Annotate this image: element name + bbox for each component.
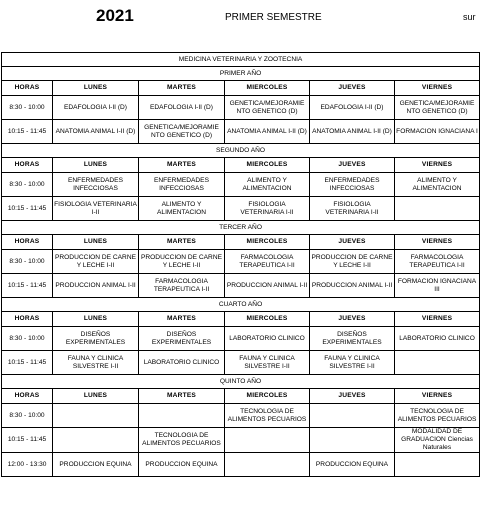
course-cell: PRODUCCION EQUINA — [310, 453, 395, 477]
column-header: MIERCOLES — [225, 235, 310, 250]
column-header: VIERNES — [395, 235, 480, 250]
course-cell: EDAFOLOGIA I-II (D) — [139, 96, 225, 120]
course-cell: EDAFOLOGIA I-II (D) — [310, 96, 395, 120]
course-cell: FORMACION IGNACIANA III — [395, 274, 480, 298]
column-header: JUEVES — [310, 312, 395, 327]
time-cell: 8:30 - 10:00 — [2, 250, 53, 274]
course-cell: FISIOLOGIA VETERINARIA I-II — [225, 197, 310, 221]
semester-label: PRIMER SEMESTRE — [225, 12, 322, 23]
course-cell: LABORATORIO CLINICO — [139, 351, 225, 375]
time-slot-row — [2, 274, 480, 298]
column-header: MARTES — [139, 81, 225, 96]
course-cell: LABORATORIO CLINICO — [395, 327, 480, 351]
time-slot-row — [2, 327, 480, 351]
column-header: MARTES — [139, 158, 225, 173]
year-label: 2021 — [96, 6, 134, 25]
course-cell: LABORATORIO CLINICO — [225, 327, 310, 351]
course-cell: PRODUCCION ANIMAL I-II — [310, 274, 395, 298]
course-cell: PRODUCCION ANIMAL I-II — [225, 274, 310, 298]
course-cell: PRODUCCION EQUINA — [139, 453, 225, 477]
course-cell — [53, 428, 139, 453]
time-cell: 12:00 - 13:30 — [2, 453, 53, 477]
column-header: VIERNES — [395, 312, 480, 327]
course-cell: GENETICA/MEJORAMIE NTO GENETICO (D) — [139, 120, 225, 144]
time-slot-row — [2, 453, 480, 477]
course-cell: TECNOLOGIA DE ALIMENTOS PECUARIOS — [139, 428, 225, 453]
column-header: VIERNES — [395, 158, 480, 173]
course-cell: PRODUCCION EQUINA — [53, 453, 139, 477]
time-slot-row — [2, 404, 480, 428]
document-header — [0, 0, 480, 42]
time-slot-row — [2, 120, 480, 144]
column-header: JUEVES — [310, 158, 395, 173]
column-header: JUEVES — [310, 389, 395, 404]
day-header-row — [2, 81, 480, 96]
course-cell — [310, 428, 395, 453]
course-cell — [53, 404, 139, 428]
course-cell: TECNOLOGIA DE ALIMENTOS PECUARIOS — [395, 404, 480, 428]
column-header: JUEVES — [310, 235, 395, 250]
course-cell: FARMACOLOGIA TERAPEUTICA I-II — [225, 250, 310, 274]
course-cell — [139, 404, 225, 428]
column-header: LUNES — [53, 81, 139, 96]
time-cell: 8:30 - 10:00 — [2, 173, 53, 197]
course-cell: ALIMENTO Y ALIMENTACION — [139, 197, 225, 221]
course-cell: ALIMENTO Y ALIMENTACION — [395, 173, 480, 197]
course-cell — [225, 453, 310, 477]
time-slot-row — [2, 197, 480, 221]
day-header-row — [2, 312, 480, 327]
course-cell — [310, 404, 395, 428]
time-cell: 10:15 - 11:45 — [2, 351, 53, 375]
column-header: LUNES — [53, 312, 139, 327]
column-header: VIERNES — [395, 389, 480, 404]
column-header: MIERCOLES — [225, 389, 310, 404]
time-slot-row — [2, 428, 480, 453]
column-header: MARTES — [139, 312, 225, 327]
course-cell: EDAFOLOGIA I-II (D) — [53, 96, 139, 120]
course-cell: DISEÑOS EXPERIMENTALES — [310, 327, 395, 351]
course-cell: FAUNA Y CLINICA SILVESTRE I-II — [225, 351, 310, 375]
column-header: HORAS — [2, 81, 53, 96]
year-section-title: SEGUNDO AÑO — [2, 144, 480, 158]
time-slot-row — [2, 173, 480, 197]
course-cell: FORMACION IGNACIANA I — [395, 120, 480, 144]
course-cell: FISIOLOGIA VETERINARIA I-II — [310, 197, 395, 221]
time-cell: 10:15 - 11:45 — [2, 120, 53, 144]
day-header-row — [2, 235, 480, 250]
time-cell: 8:30 - 10:00 — [2, 404, 53, 428]
course-cell: ALIMENTO Y ALIMENTACION — [225, 173, 310, 197]
course-cell: ANATOMIA ANIMAL I-II (D) — [53, 120, 139, 144]
course-cell: FARMACOLOGIA TERAPEUTICA I-II — [395, 250, 480, 274]
course-cell: PRODUCCION DE CARNE Y LECHE I-II — [139, 250, 225, 274]
column-header: VIERNES — [395, 81, 480, 96]
column-header: MARTES — [139, 389, 225, 404]
column-header: HORAS — [2, 389, 53, 404]
column-header: MIERCOLES — [225, 312, 310, 327]
column-header: HORAS — [2, 158, 53, 173]
course-cell: ENFERMEDADES INFECCIOSAS — [53, 173, 139, 197]
course-cell: ENFERMEDADES INFECCIOSAS — [139, 173, 225, 197]
column-header: MIERCOLES — [225, 81, 310, 96]
year-section-title: CUARTO AÑO — [2, 298, 480, 312]
course-cell — [225, 428, 310, 453]
schedule-body — [2, 53, 480, 477]
course-cell: DISEÑOS EXPERIMENTALES — [139, 327, 225, 351]
year-section-title: QUINTO AÑO — [2, 375, 480, 389]
course-cell: MODALIDAD DE GRADUACION Ciencias Naturales — [395, 428, 480, 453]
time-slot-row — [2, 250, 480, 274]
year-section-title: TERCER AÑO — [2, 221, 480, 235]
column-header: LUNES — [53, 389, 139, 404]
course-cell: PRODUCCION DE CARNE Y LECHE I-II — [310, 250, 395, 274]
column-header: MARTES — [139, 235, 225, 250]
course-cell: FAUNA Y CLINICA SILVESTRE I-II — [310, 351, 395, 375]
time-slot-row — [2, 96, 480, 120]
column-header: LUNES — [53, 158, 139, 173]
time-cell: 8:30 - 10:00 — [2, 96, 53, 120]
course-cell: GENETICA/MEJORAMIE NTO GENETICO (D) — [395, 96, 480, 120]
time-slot-row — [2, 351, 480, 375]
column-header: LUNES — [53, 235, 139, 250]
course-cell: PRODUCCION DE CARNE Y LECHE I-II — [53, 250, 139, 274]
course-cell: ENFERMEDADES INFECCIOSAS — [310, 173, 395, 197]
course-cell: FARMACOLOGIA TERAPEUTICA I-II — [139, 274, 225, 298]
course-cell: TECNOLOGIA DE ALIMENTOS PECUARIOS — [225, 404, 310, 428]
course-cell: FAUNA Y CLINICA SILVESTRE I-II — [53, 351, 139, 375]
time-cell: 10:15 - 11:45 — [2, 274, 53, 298]
schedule-table — [1, 52, 480, 477]
day-header-row — [2, 158, 480, 173]
course-cell: DISEÑOS EXPERIMENTALES — [53, 327, 139, 351]
column-header: JUEVES — [310, 81, 395, 96]
course-cell — [395, 351, 480, 375]
column-header: HORAS — [2, 235, 53, 250]
course-cell: PRODUCCION ANIMAL I-II — [53, 274, 139, 298]
time-cell: 10:15 - 11:45 — [2, 428, 53, 453]
course-cell: FISIOLOGIA VETERINARIA I-II — [53, 197, 139, 221]
course-cell: GENETICA/MEJORAMIE NTO GENETICO (D) — [225, 96, 310, 120]
course-cell — [395, 453, 480, 477]
course-cell: ANATOMIA ANIMAL I-II (D) — [225, 120, 310, 144]
campus-label: sur — [463, 12, 476, 22]
course-cell — [395, 197, 480, 221]
day-header-row — [2, 389, 480, 404]
program-title: MEDICINA VETERINARIA Y ZOOTECNIA — [2, 53, 480, 67]
time-cell: 10:15 - 11:45 — [2, 197, 53, 221]
course-cell: ANATOMIA ANIMAL I-II (D) — [310, 120, 395, 144]
time-cell: 8:30 - 10:00 — [2, 327, 53, 351]
year-section-title: PRIMER AÑO — [2, 67, 480, 81]
column-header: HORAS — [2, 312, 53, 327]
column-header: MIERCOLES — [225, 158, 310, 173]
